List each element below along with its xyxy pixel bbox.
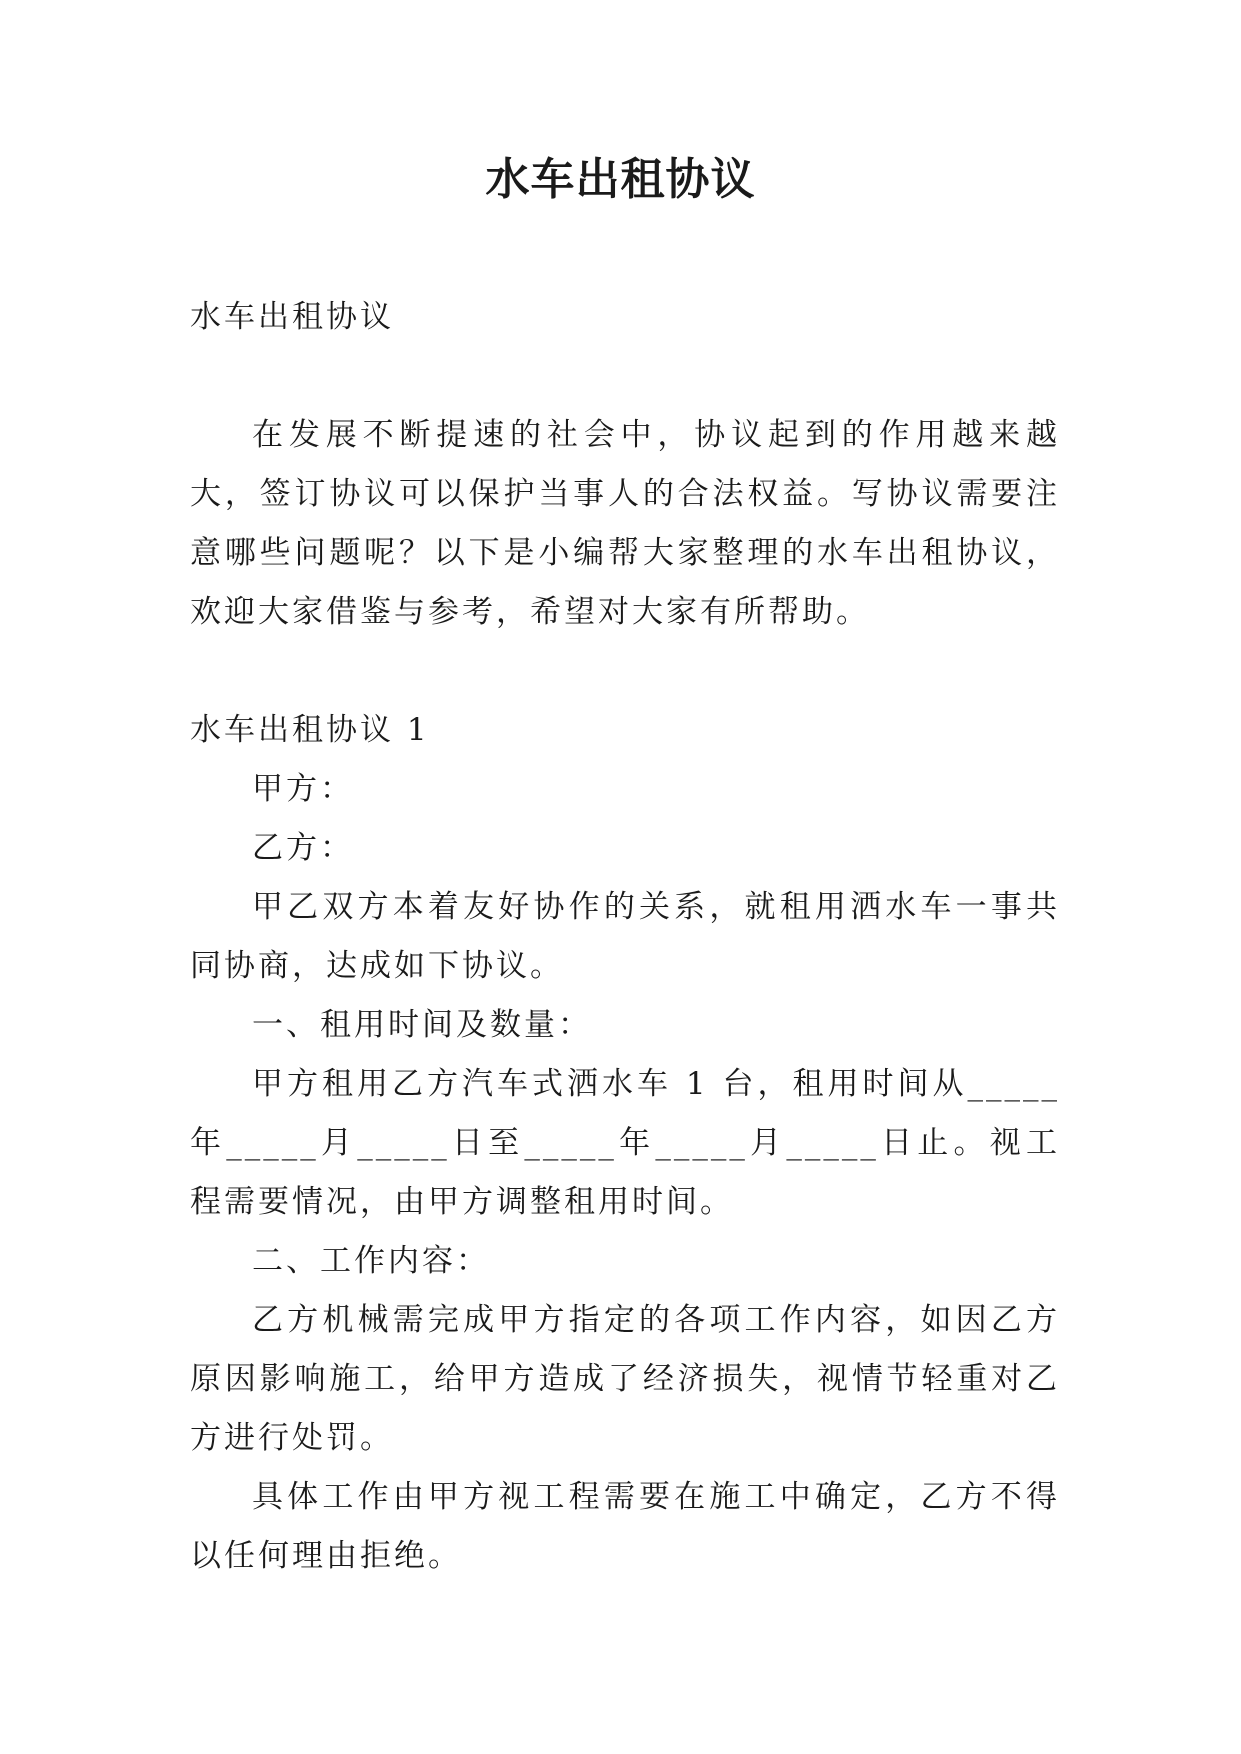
party-a-line: 甲方： — [252, 771, 354, 807]
intro-paragraph: 在发展不断提速的社会中，协议起到的作用越来越大，签订协议可以保护当事人的合法权益。写协议需要注意哪些问题呢？以下是小编帮大家整理的水车出租协议，欢迎大家借鉴与参考，希望对大家有所帮助。 — [190, 417, 1060, 630]
section-heading: 水车出租协议 1 — [190, 712, 430, 748]
agreement-preamble: 甲乙双方本着友好协作的关系，就租用洒水车一事共同协商，达成如下协议。 — [190, 889, 1060, 984]
clause-heading-2: 二、工作内容： — [252, 1243, 490, 1279]
document-title: 水车出租协议 — [485, 154, 756, 205]
clause-2-text: 乙方机械需完成甲方指定的各项工作内容，如因乙方原因影响施工，给甲方造成了经济损失，视情节轻重对乙方进行处罚。 — [190, 1302, 1060, 1456]
party-b-line: 乙方： — [252, 830, 354, 866]
paragraph-gap — [190, 347, 1060, 406]
clause-1-text: 甲方租用乙方汽车式洒水车 1 台，租用时间从_____年_____月_____日至_____年_____月_____日止。视工程需要情况，由甲方调整租用时间。 — [190, 1066, 1060, 1220]
subtitle-paragraph: 水车出租协议 — [190, 299, 394, 335]
paragraph-gap — [190, 642, 1060, 701]
document-body — [190, 288, 1060, 1586]
clause-heading-1: 一、租用时间及数量： — [252, 1007, 592, 1043]
clause-2-text-extra: 具体工作由甲方视工程需要在施工中确定，乙方不得以任何理由拒绝。 — [190, 1479, 1060, 1574]
